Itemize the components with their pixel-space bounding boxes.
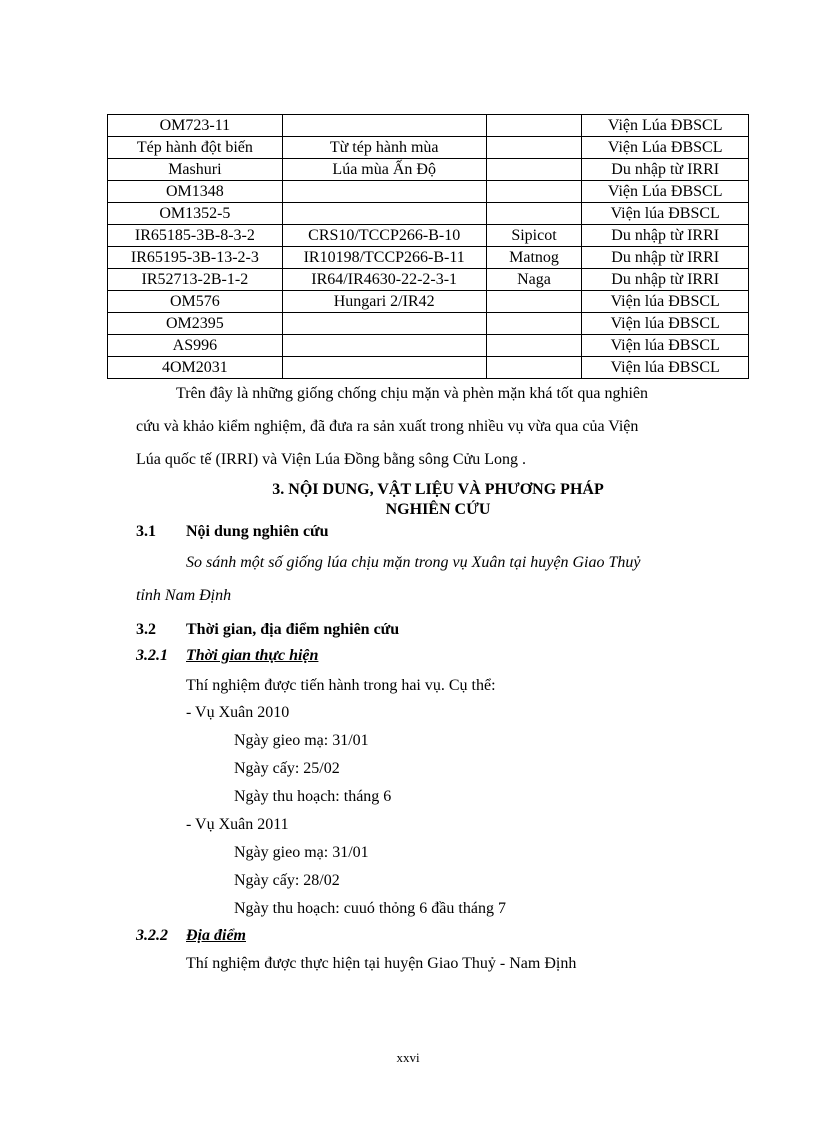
table-row bbox=[108, 313, 749, 335]
variety-name-cell: 4OM2031 bbox=[108, 357, 283, 379]
alias-cell bbox=[486, 159, 582, 181]
season-2011-harvest: Ngày thu hoạch: cuuó thỏng 6 đầu tháng 7 bbox=[234, 900, 506, 917]
page-number: xxvi bbox=[396, 1050, 420, 1065]
section-3-title bbox=[136, 480, 740, 520]
section-3-2-number: 3.2 bbox=[136, 621, 156, 638]
source-cell: Viện lúa ĐBSCL bbox=[582, 291, 749, 313]
table-row bbox=[108, 335, 749, 357]
origin-cell bbox=[282, 181, 486, 203]
origin-cell bbox=[282, 313, 486, 335]
origin-cell bbox=[282, 203, 486, 225]
variety-name-cell: OM1348 bbox=[108, 181, 283, 203]
section-3-1-title: Nội dung nghiên cứu bbox=[186, 523, 329, 540]
alias-cell bbox=[486, 137, 582, 159]
section-3-2-title: Thời gian, địa điểm nghiên cứu bbox=[186, 621, 400, 638]
section-3-title-line-2: NGHIÊN CỨU bbox=[385, 501, 491, 518]
table-row bbox=[108, 225, 749, 247]
table-body bbox=[108, 115, 749, 379]
section-3-title-line-1: 3. NỘI DUNG, VẬT LIỆU VÀ PHƯƠNG PHÁP bbox=[272, 481, 604, 498]
intro-line-1: Trên đây là những giống chống chịu mặn và phèn mặn khá tốt qua nghiên bbox=[176, 385, 648, 402]
table-row bbox=[108, 137, 749, 159]
source-cell: Viện lúa ĐBSCL bbox=[582, 203, 749, 225]
section-3-1-text-line-1: So sánh một số giống lúa chịu mặn trong vụ Xuân tại huyện Giao Thuỷ bbox=[186, 554, 641, 571]
alias-cell: Sipicot bbox=[486, 225, 582, 247]
table-row bbox=[108, 291, 749, 313]
variety-name-cell: OM2395 bbox=[108, 313, 283, 335]
variety-name-cell: IR52713-2B-1-2 bbox=[108, 269, 283, 291]
variety-name-cell: Tép hành đột biến bbox=[108, 137, 283, 159]
source-cell: Du nhập từ IRRI bbox=[582, 225, 749, 247]
origin-cell: IR10198/TCCP266-B-11 bbox=[282, 247, 486, 269]
origin-cell: Từ tép hành mùa bbox=[282, 137, 486, 159]
section-3-1-number: 3.1 bbox=[136, 523, 156, 540]
origin-cell: Hungari 2/IR42 bbox=[282, 291, 486, 313]
alias-cell bbox=[486, 335, 582, 357]
season-2010-sowing: Ngày gieo mạ: 31/01 bbox=[234, 732, 369, 749]
source-cell: Viện Lúa ĐBSCL bbox=[582, 115, 749, 137]
source-cell: Viện lúa ĐBSCL bbox=[582, 357, 749, 379]
variety-name-cell: OM1352-5 bbox=[108, 203, 283, 225]
source-cell: Viện lúa ĐBSCL bbox=[582, 335, 749, 357]
variety-name-cell: Mashuri bbox=[108, 159, 283, 181]
table-row bbox=[108, 115, 749, 137]
source-cell: Du nhập từ IRRI bbox=[582, 159, 749, 181]
section-3-1-heading bbox=[136, 522, 329, 542]
origin-cell bbox=[282, 115, 486, 137]
alias-cell bbox=[486, 203, 582, 225]
section-3-1-text-line-2: tỉnh Nam Định bbox=[136, 587, 232, 604]
origin-cell: CRS10/TCCP266-B-10 bbox=[282, 225, 486, 247]
intro-line-3: Lúa quốc tế (IRRI) và Viện Lúa Đồng bằng sông Cửu Long . bbox=[136, 451, 527, 468]
alias-cell bbox=[486, 115, 582, 137]
variety-name-cell: IR65185-3B-8-3-2 bbox=[108, 225, 283, 247]
season-2010: - Vụ Xuân 2010 bbox=[186, 704, 290, 721]
season-2011-transplant: Ngày cấy: 28/02 bbox=[234, 872, 340, 889]
alias-cell bbox=[486, 313, 582, 335]
variety-name-cell: OM576 bbox=[108, 291, 283, 313]
table-row bbox=[108, 269, 749, 291]
alias-cell bbox=[486, 357, 582, 379]
source-cell: Viện Lúa ĐBSCL bbox=[582, 181, 749, 203]
table-row bbox=[108, 181, 749, 203]
variety-name-cell: OM723-11 bbox=[108, 115, 283, 137]
season-2010-harvest: Ngày thu hoạch: tháng 6 bbox=[234, 788, 392, 805]
rice-varieties-table bbox=[107, 114, 749, 379]
variety-name-cell: IR65195-3B-13-2-3 bbox=[108, 247, 283, 269]
source-cell: Du nhập từ IRRI bbox=[582, 247, 749, 269]
alias-cell bbox=[486, 181, 582, 203]
alias-cell bbox=[486, 291, 582, 313]
season-2011: - Vụ Xuân 2011 bbox=[186, 816, 289, 833]
season-2011-sowing: Ngày gieo mạ: 31/01 bbox=[234, 844, 369, 861]
alias-cell: Matnog bbox=[486, 247, 582, 269]
intro-line-2: cứu và khảo kiểm nghiệm, đã đưa ra sản xuất trong nhiều vụ vừa qua của Viện bbox=[136, 418, 639, 435]
section-3-2-1-number: 3.2.1 bbox=[136, 647, 168, 664]
section-3-2-1-title: Thời gian thực hiện bbox=[186, 647, 319, 664]
origin-cell: IR64/IR4630-22-2-3-1 bbox=[282, 269, 486, 291]
section-3-2-2-number: 3.2.2 bbox=[136, 927, 168, 944]
season-2010-transplant: Ngày cấy: 25/02 bbox=[234, 760, 340, 777]
origin-cell: Lúa mùa Ấn Độ bbox=[282, 159, 486, 181]
source-cell: Du nhập từ IRRI bbox=[582, 269, 749, 291]
alias-cell: Naga bbox=[486, 269, 582, 291]
section-3-2-heading bbox=[136, 620, 399, 640]
location-text: Thí nghiệm được thực hiện tại huyện Giao Thuỷ - Nam Định bbox=[186, 955, 577, 972]
section-3-2-1-heading bbox=[136, 646, 318, 666]
intro-paragraph bbox=[136, 377, 740, 476]
table-row bbox=[108, 247, 749, 269]
origin-cell bbox=[282, 335, 486, 357]
experiment-intro: Thí nghiệm được tiến hành trong hai vụ. Cụ thể: bbox=[186, 677, 496, 694]
source-cell: Viện Lúa ĐBSCL bbox=[582, 137, 749, 159]
section-3-2-2-heading bbox=[136, 926, 246, 946]
section-3-2-2-title: Địa điểm bbox=[186, 927, 246, 944]
table-row bbox=[108, 203, 749, 225]
table-row bbox=[108, 357, 749, 379]
table-row bbox=[108, 159, 749, 181]
variety-name-cell: AS996 bbox=[108, 335, 283, 357]
origin-cell bbox=[282, 357, 486, 379]
source-cell: Viện lúa ĐBSCL bbox=[582, 313, 749, 335]
